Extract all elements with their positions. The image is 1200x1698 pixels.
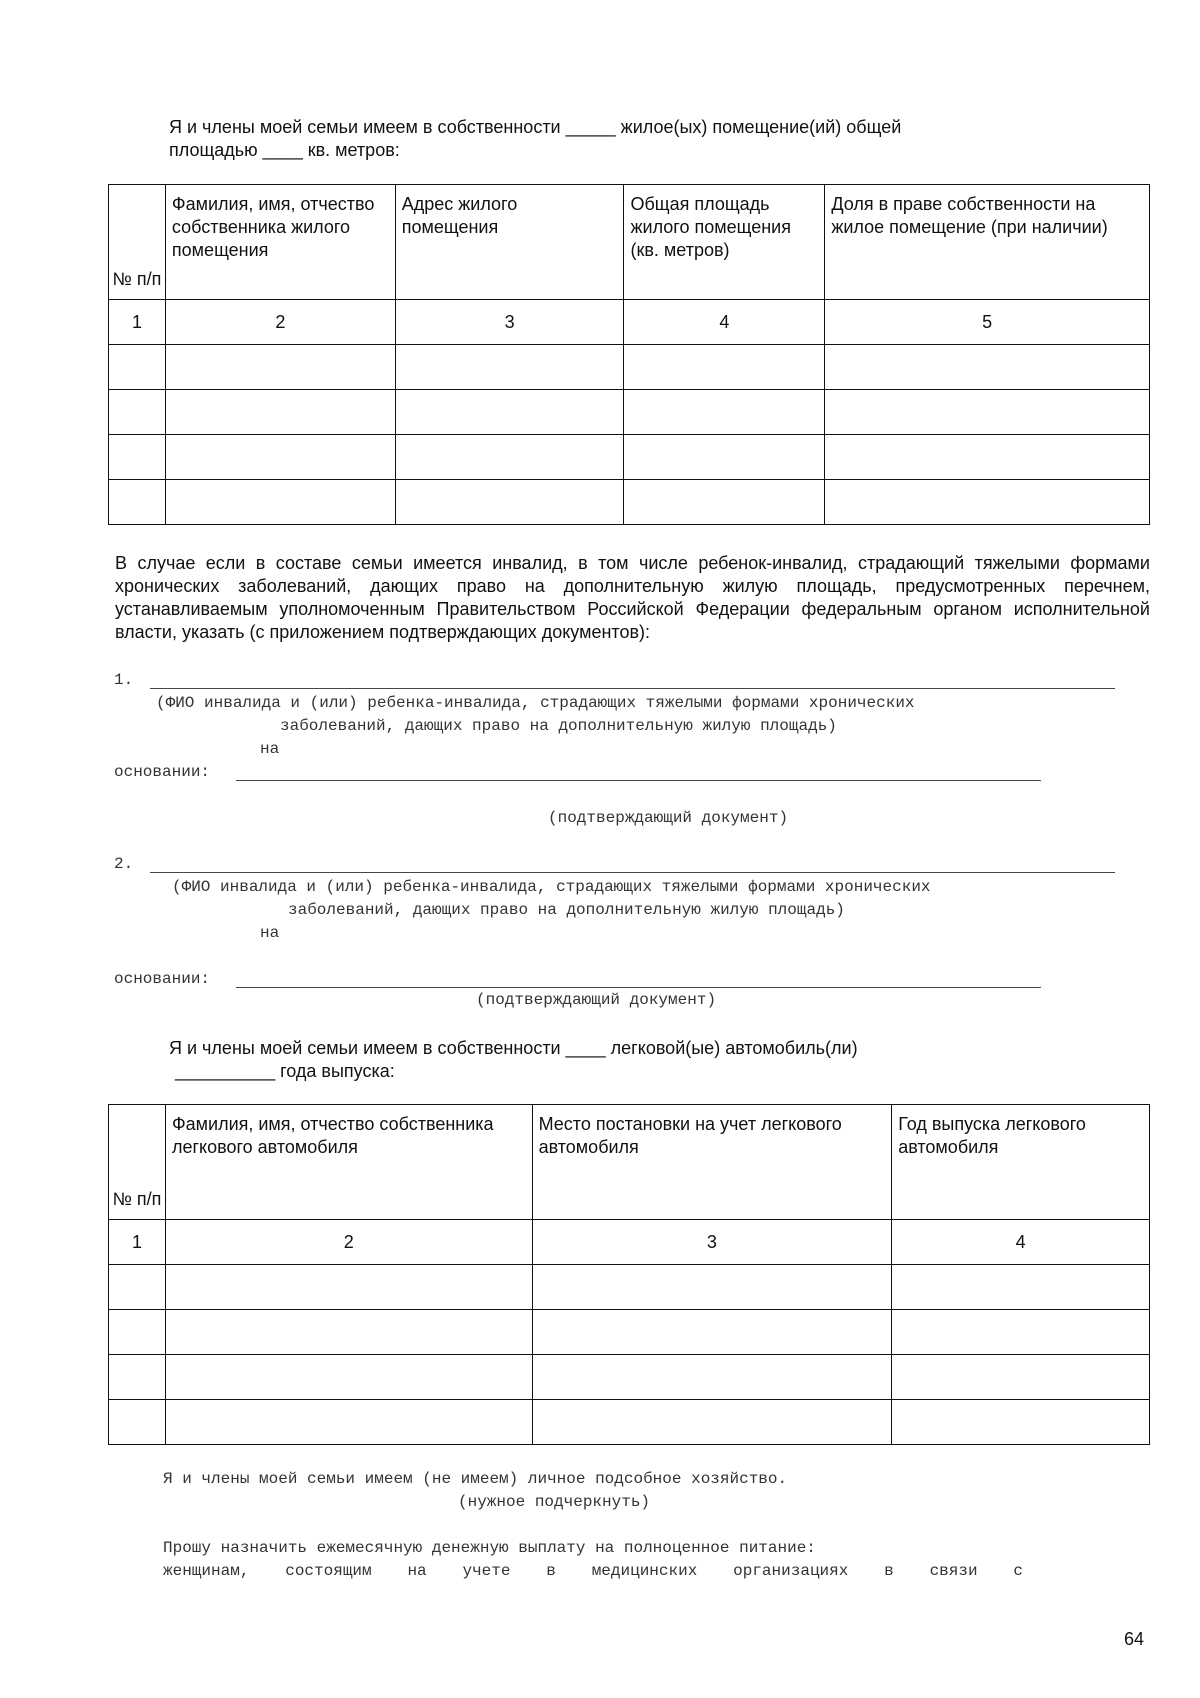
request-line1: Прошу назначить ежемесячную денежную выплату на полноценное питание: [163,1539,816,1557]
table-cell[interactable] [395,390,624,435]
table-cell[interactable] [395,435,624,480]
housing-empty-row [109,345,1150,390]
housing-header-share: Доля в праве собственности на жилое помещение (при наличии) [825,185,1150,300]
table-cell[interactable] [532,1310,892,1355]
table-cell[interactable] [892,1265,1150,1310]
disabled-item2-na: на [260,924,280,942]
table-cell[interactable] [624,480,825,525]
cars-header-no: № п/п [109,1105,166,1220]
table-cell[interactable] [109,435,166,480]
table-cell[interactable] [892,1400,1150,1445]
table-cell[interactable] [395,345,624,390]
disabled-item2-name-line[interactable] [150,872,1115,873]
disabled-paragraph: В случае если в составе семьи имеется инвалид, в том числе ребенок-инвалид, страдающий тяжелыми формами хронических заболеваний, дающих право на дополнительную жилую площадь, предусмотренных перечнем, устанавливаемым уполномоченным Правительством Российской Федерации федеральным органом исполнительной власти, указать (с приложением подтверждающих документов): [115,553,1150,642]
farm-hint: (нужное подчеркнуть) [458,1493,651,1511]
disabled-item2-number: 2. [114,855,134,873]
farm-line: Я и члены моей семьи имеем (не имеем) личное подсобное хозяйство. [163,1470,788,1488]
cars-colnum: 2 [165,1220,532,1265]
table-cell[interactable] [532,1265,892,1310]
housing-colnum: 5 [825,300,1150,345]
cars-colnum-row [109,1220,1150,1265]
cars-table [108,1104,1150,1445]
table-cell[interactable] [532,1355,892,1400]
cars-empty-row [109,1310,1150,1355]
cars-intro-line1: Я и члены моей семьи имеем в собственности ____ легковой(ые) автомобиль(ли) [169,1038,858,1058]
cars-empty-row [109,1400,1150,1445]
page-number: 64 [1124,1629,1145,1649]
table-cell[interactable] [532,1400,892,1445]
table-cell[interactable] [892,1355,1150,1400]
table-cell[interactable] [165,345,395,390]
disabled-item2-basis-label: основании: [114,970,211,988]
housing-empty-row [109,390,1150,435]
disabled-item1-number: 1. [114,671,134,689]
table-cell[interactable] [395,480,624,525]
disabled-item2-doc-hint: (подтверждающий документ) [476,991,717,1009]
table-cell[interactable] [109,390,166,435]
table-cell[interactable] [825,435,1150,480]
table-cell[interactable] [165,480,395,525]
housing-header-area: Общая площадь жилого помещения (кв. метров) [624,185,825,300]
housing-intro-line2: площадью ____ кв. метров: [169,140,400,160]
cars-colnum: 4 [892,1220,1150,1265]
table-cell[interactable] [109,1355,166,1400]
disabled-item1-doc-hint: (подтверждающий документ) [548,809,789,827]
housing-intro-line1: Я и члены моей семьи имеем в собственности _____ жилое(ых) помещение(ий) общей [169,117,902,137]
disabled-item1-hint-line2: заболеваний, дающих право на дополнительную жилую площадь) [280,717,837,735]
table-cell[interactable] [165,1265,532,1310]
table-cell[interactable] [165,390,395,435]
table-cell[interactable] [165,1355,532,1400]
request-line2: женщинам, состоящим на учете в медицинских организациях в связи с [163,1562,1023,1580]
cars-intro-line2: __________ года выпуска: [175,1061,395,1081]
housing-header-owner: Фамилия, имя, отчество собственника жилого помещения [165,185,395,300]
table-cell[interactable] [624,435,825,480]
housing-empty-row [109,480,1150,525]
housing-colnum: 1 [109,300,166,345]
table-cell[interactable] [825,480,1150,525]
table-cell[interactable] [825,345,1150,390]
disabled-item1-name-line[interactable] [150,688,1115,689]
table-cell[interactable] [109,345,166,390]
table-cell[interactable] [109,480,166,525]
housing-colnum: 2 [165,300,395,345]
housing-table [108,184,1150,525]
table-cell[interactable] [825,390,1150,435]
housing-header-row [109,185,1150,300]
table-cell[interactable] [624,345,825,390]
table-cell[interactable] [109,1265,166,1310]
cars-header-year: Год выпуска легкового автомобиля [892,1105,1150,1220]
housing-header-address: Адрес жилого помещения [395,185,624,300]
cars-empty-row [109,1265,1150,1310]
cars-header-registration: Место постановки на учет легкового автомобиля [532,1105,892,1220]
disabled-item1-na: на [260,740,280,758]
table-cell[interactable] [109,1310,166,1355]
table-cell[interactable] [109,1400,166,1445]
disabled-item1-basis-line[interactable] [236,780,1041,781]
housing-header-no: № п/п [109,185,166,300]
table-cell[interactable] [624,390,825,435]
table-cell[interactable] [165,1310,532,1355]
disabled-item2-hint-line1: (ФИО инвалида и (или) ребенка-инвалида, страдающих тяжелыми формами хронических [172,878,931,896]
housing-empty-row [109,435,1150,480]
disabled-item1-basis-label: основании: [114,763,211,781]
disabled-item2-hint-line2: заболеваний, дающих право на дополнительную жилую площадь) [288,901,845,919]
cars-colnum: 3 [532,1220,892,1265]
housing-colnum-row [109,300,1150,345]
table-cell[interactable] [165,435,395,480]
cars-empty-row [109,1355,1150,1400]
housing-colnum: 4 [624,300,825,345]
table-cell[interactable] [892,1310,1150,1355]
disabled-item2-basis-line[interactable] [236,987,1041,988]
cars-colnum: 1 [109,1220,166,1265]
table-cell[interactable] [165,1400,532,1445]
disabled-item1-hint-line1: (ФИО инвалида и (или) ребенка-инвалида, страдающих тяжелыми формами хронических [156,694,915,712]
cars-header-owner: Фамилия, имя, отчество собственника легкового автомобиля [165,1105,532,1220]
cars-header-row [109,1105,1150,1220]
housing-colnum: 3 [395,300,624,345]
